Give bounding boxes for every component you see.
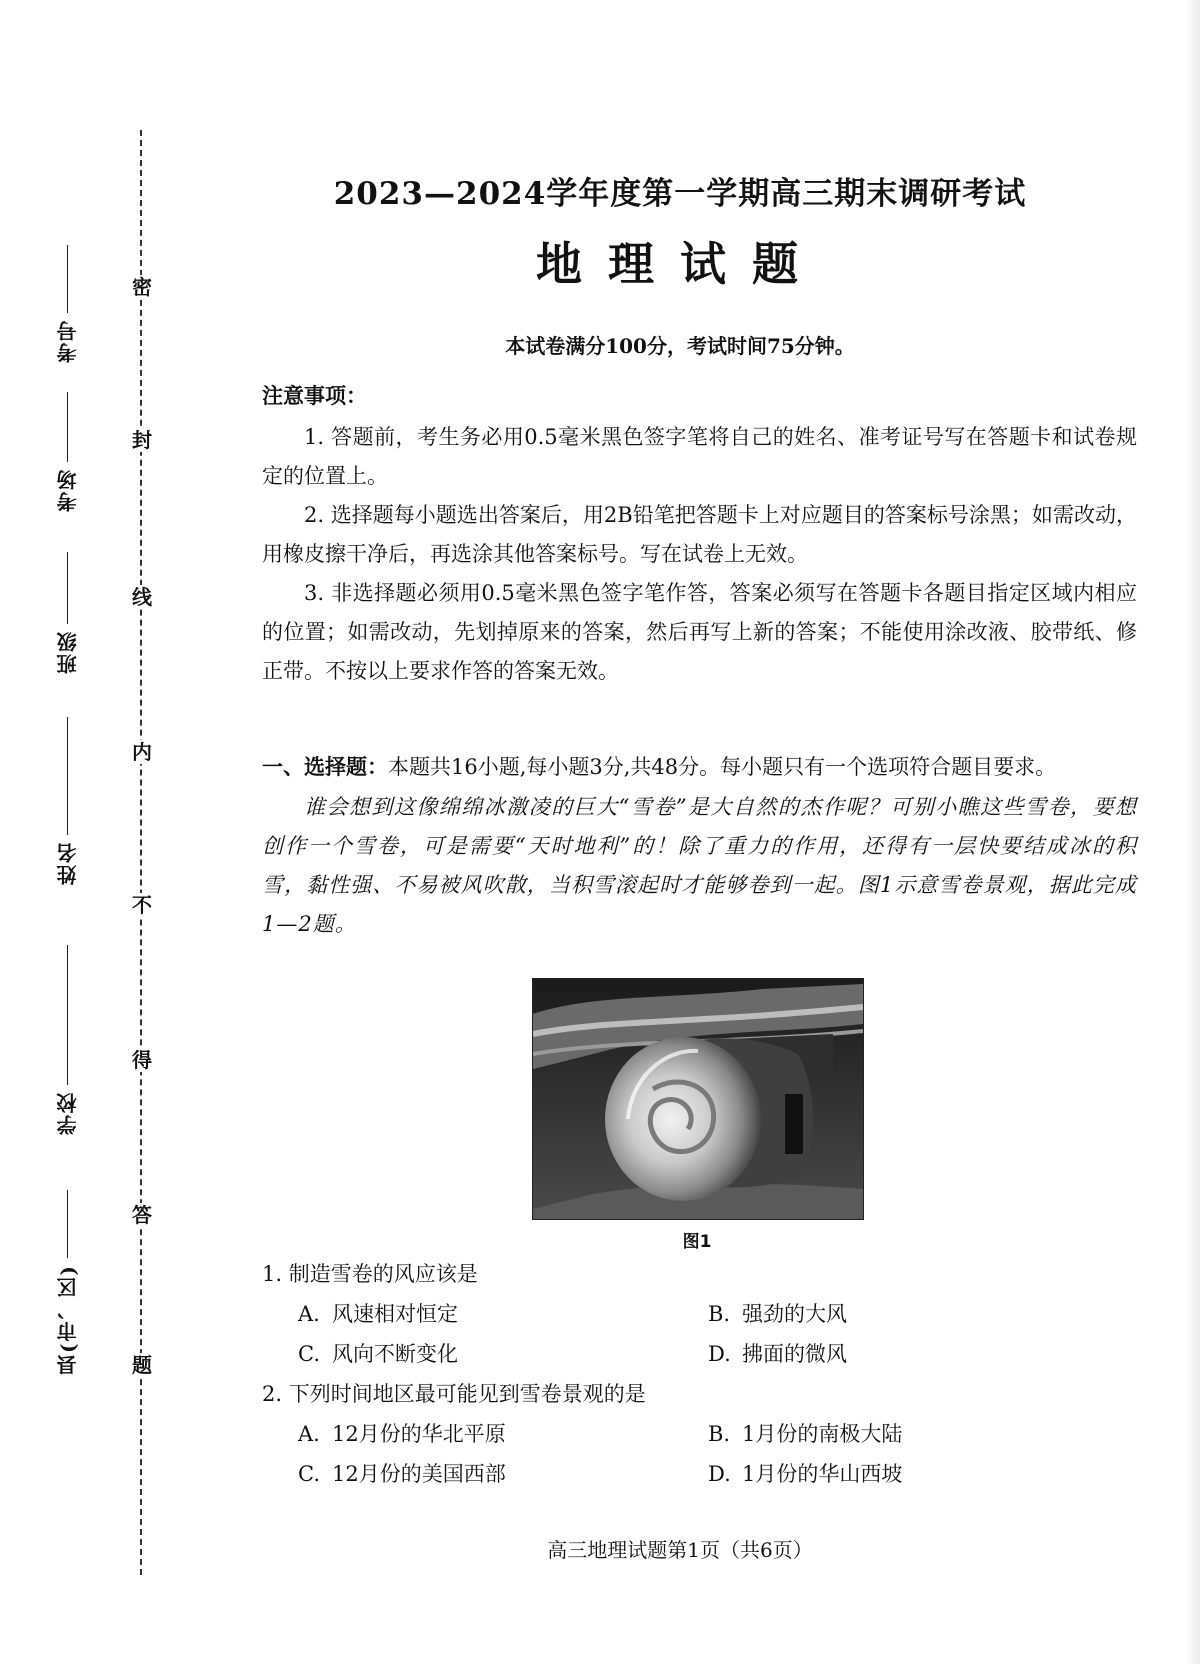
figure-1-caption: 图1 xyxy=(682,1232,712,1252)
q2-option-a[interactable] xyxy=(298,1418,506,1448)
q1-option-c-text: 风向不断变化 xyxy=(332,1342,458,1366)
q1-option-a-letter: A. xyxy=(298,1302,320,1326)
field-exam-number-label: 考号 xyxy=(55,319,80,363)
q2-option-a-letter: A. xyxy=(298,1422,320,1446)
section-1-label: 一、选择题： xyxy=(262,755,388,779)
passage: 谁会想到这像绵绵冰激凌的巨大“雪卷”是大自然的杰作呢？可别小瞧这些雪卷，要想创作一个雪卷，可是需要“天时地利”的！除了重力的作用，还得有一层快要结成冰的积雪，黏性强、不易被风吹散，当积雪滚起时才能够卷到一起。图1示意雪卷景观，据此完成1—2题。 xyxy=(262,795,1137,936)
field-class-label: 班级 xyxy=(55,630,80,674)
q1-option-b-text: 强劲的大风 xyxy=(742,1302,847,1326)
seal-char-ti: 题 xyxy=(132,1353,152,1377)
seal-char-xian: 线 xyxy=(132,585,152,609)
field-county-label: 县(市、区) xyxy=(55,1264,80,1375)
seal-char-bu: 不 xyxy=(132,893,152,917)
snow-roller-image xyxy=(533,979,863,1219)
q2-option-c[interactable] xyxy=(298,1458,506,1488)
field-exam-number[interactable] xyxy=(42,245,92,363)
field-name[interactable] xyxy=(42,717,92,885)
field-school[interactable] xyxy=(42,945,92,1135)
q2-option-c-letter: C. xyxy=(298,1462,320,1486)
q1-option-d[interactable] xyxy=(708,1338,847,1368)
q1-option-d-text: 拂面的微风 xyxy=(742,1342,847,1366)
note-item-1: 1. 答题前，考生务必用0.5毫米黑色签字笔将自己的姓名、准考证号写在答题卡和试卷规定的位置上。 xyxy=(262,425,1137,488)
field-county[interactable] xyxy=(42,1190,92,1375)
field-name-line[interactable] xyxy=(67,717,68,835)
note-item-3: 3. 非选择题必须用0.5毫米黑色签字笔作答，答案必须写在答题卡各题目指定区域内相应的位置；如需改动，先划掉原来的答案，然后再写上新的答案；不能使用涂改液、胶带纸、修正带。不按以上要求作答的答案无效。 xyxy=(262,581,1137,683)
q2-option-b-letter: B. xyxy=(708,1422,731,1446)
field-county-line[interactable] xyxy=(67,1190,68,1258)
q1-option-d-letter: D. xyxy=(708,1342,731,1366)
seal-char-mi: 密 xyxy=(132,275,152,299)
field-exam-number-line[interactable] xyxy=(67,245,68,313)
scan-edge-shadow xyxy=(1186,0,1200,1664)
exam-meta: 本试卷满分100分，考试时间75分钟。 xyxy=(505,334,855,358)
section-1-text: 本题共16小题,每小题3分,共48分。每小题只有一个选项符合题目要求。 xyxy=(388,755,1057,779)
field-class[interactable] xyxy=(42,552,92,674)
q2-option-d-text: 1月份的华山西坡 xyxy=(742,1462,903,1486)
question-2-stem: 2. 下列时间地区最可能见到雪卷景观的是 xyxy=(262,1382,646,1406)
q1-option-b-letter: B. xyxy=(708,1302,731,1326)
q2-option-b-text: 1月份的南极大陆 xyxy=(742,1422,903,1446)
question-1-stem: 1. 制造雪卷的风应该是 xyxy=(262,1262,478,1286)
exam-title: 2023—2024学年度第一学期高三期末调研考试 xyxy=(333,176,1027,212)
q1-option-c[interactable] xyxy=(298,1338,458,1368)
field-name-label: 姓名 xyxy=(55,841,80,885)
note-item-2: 2. 选择题每小题选出答案后，用2B铅笔把答题卡上对应题目的答案标号涂黑；如需改动，用橡皮擦干净后，再选涂其他答案标号。写在试卷上无效。 xyxy=(262,503,1137,566)
q2-option-c-text: 12月份的美国西部 xyxy=(332,1462,506,1486)
q1-option-b[interactable] xyxy=(708,1298,847,1328)
field-exam-room[interactable] xyxy=(42,392,92,512)
field-exam-room-line[interactable] xyxy=(67,392,68,462)
figure-1-photo xyxy=(532,978,864,1220)
field-class-line[interactable] xyxy=(67,552,68,624)
q2-option-d[interactable] xyxy=(708,1458,902,1488)
page-footer: 高三地理试题第1页（共6页） xyxy=(547,1538,813,1562)
q2-option-b[interactable] xyxy=(708,1418,902,1448)
field-exam-room-label: 考场 xyxy=(55,468,80,512)
subject-title: 地理试题 xyxy=(536,237,824,291)
q1-option-c-letter: C. xyxy=(298,1342,320,1366)
q2-option-d-letter: D. xyxy=(708,1462,731,1486)
seal-char-da: 答 xyxy=(132,1203,152,1227)
q1-option-a-text: 风速相对恒定 xyxy=(332,1302,458,1326)
field-school-label: 学校 xyxy=(55,1091,80,1135)
seal-char-nei: 内 xyxy=(132,740,152,764)
section-1-heading xyxy=(262,748,1152,787)
field-school-line[interactable] xyxy=(67,945,68,1085)
seal-char-de: 得 xyxy=(132,1048,152,1072)
notes-heading: 注意事项： xyxy=(262,384,367,408)
q2-option-a-text: 12月份的华北平原 xyxy=(332,1422,506,1446)
q1-option-a[interactable] xyxy=(298,1298,458,1328)
seal-char-feng: 封 xyxy=(132,428,152,452)
